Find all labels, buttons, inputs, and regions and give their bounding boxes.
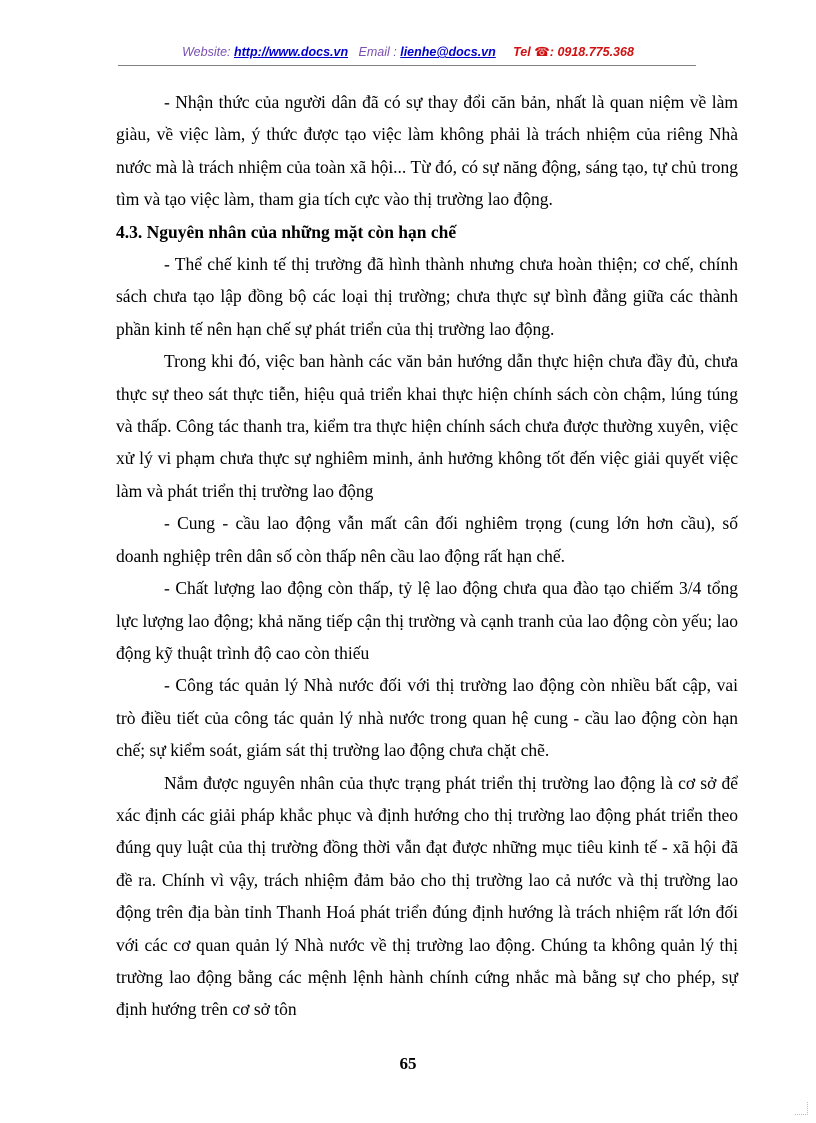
paragraph-2: - Thể chế kinh tế thị trường đã hình thành nhưng chưa hoàn thiện; cơ chế, chính sách chưa tạo lập đồng bộ các loại thị trường; chưa thực sự bình đẳng giữa các thành phần kinh tế nên hạn chế sự phát triển của thị trường lao động.: [116, 254, 738, 339]
page-body: [116, 86, 738, 1026]
website-link[interactable]: http://www.docs.vn: [233, 45, 349, 59]
page-number: 65: [399, 1054, 417, 1073]
paragraph-1: - Nhận thức của người dân đã có sự thay đổi căn bản, nhất là quan niệm về làm giàu, về việc làm, ý thức được tạo việc làm không phải là trách nhiệm của riêng Nhà nước mà là trách nhiệm của toàn xã hội... Từ đó, có sự năng động, sáng tạo, tự chủ trong tìm và tạo việc làm, tham gia tích cực vào thị trường lao động.: [116, 92, 738, 210]
page-corner-mark: [795, 1102, 808, 1115]
paragraph-5: - Chất lượng lao động còn thấp, tỷ lệ lao động chưa qua đào tạo chiếm 3/4 tổng lực lượng lao động; khả năng tiếp cận thị trường và cạnh tranh của lao động còn yếu; lao động kỹ thuật trình độ cao còn thiếu: [116, 578, 738, 663]
paragraph-7: Nắm được nguyên nhân của thực trạng phát triển thị trường lao động là cơ sở để xác định các giải pháp khắc phục và định hướng cho thị trường lao động phát triển theo đúng quy luật của thị trường đồng thời vẫn đạt được những mục tiêu kinh tế - xã hội đã đề ra. Chính vì vậy, trách nhiệm đảm bảo cho thị trường lao cả nước và thị trường lao động trên địa bàn tỉnh Thanh Hoá phát triển đúng định hướng là trách nhiệm rất lớn đối với các cơ quan quản lý Nhà nước về thị trường lao động. Chúng ta không quản lý thị trường lao động bằng các mệnh lệnh hành chính cứng nhắc mà bằng sự cho phép, sự định hướng trên cơ sở tôn: [116, 772, 738, 1020]
email-link[interactable]: lienhe@docs.vn: [400, 45, 496, 59]
paragraph-4: - Cung - cầu lao động vẫn mất cân đối nghiêm trọng (cung lớn hơn cầu), số doanh nghiệp trên dân số còn thấp nên cầu lao động rất hạn chế.: [116, 513, 738, 566]
paragraph-6: - Công tác quản lý Nhà nước đối với thị trường lao động còn nhiều bất cập, vai trò điều tiết của công tác quản lý nhà nước trong quan hệ cung - cầu lao động còn hạn chế; sự kiểm soát, giám sát thị trường lao động chưa chặt chẽ.: [116, 675, 738, 761]
tel-label: Tel: [513, 45, 531, 59]
website-separator: :: [227, 45, 234, 59]
email-separator: :: [389, 45, 401, 59]
paragraph-3: Trong khi đó, việc ban hành các văn bản hướng dẫn thực hiện chưa đầy đủ, chưa thực sự theo sát thực tiễn, hiệu quả triển khai thực hiện chính sách còn chậm, lúng túng và thấp. Công tác thanh tra, kiểm tra thực hiện chính sách chưa được thường xuyên, việc xử lý vi phạm chưa thực sự nghiêm minh, ảnh hưởng không tốt đến việc giải quyết việc làm và phát triển thị trường lao động: [116, 351, 738, 501]
header-divider: [118, 65, 696, 66]
website-label: Website: [182, 45, 228, 59]
page-header: [118, 44, 698, 59]
tel-value: ☎: 0918.775.368: [534, 45, 634, 59]
email-label: Email: [358, 45, 390, 59]
section-heading: 4.3. Nguyên nhân của những mặt còn hạn chế: [116, 221, 457, 242]
